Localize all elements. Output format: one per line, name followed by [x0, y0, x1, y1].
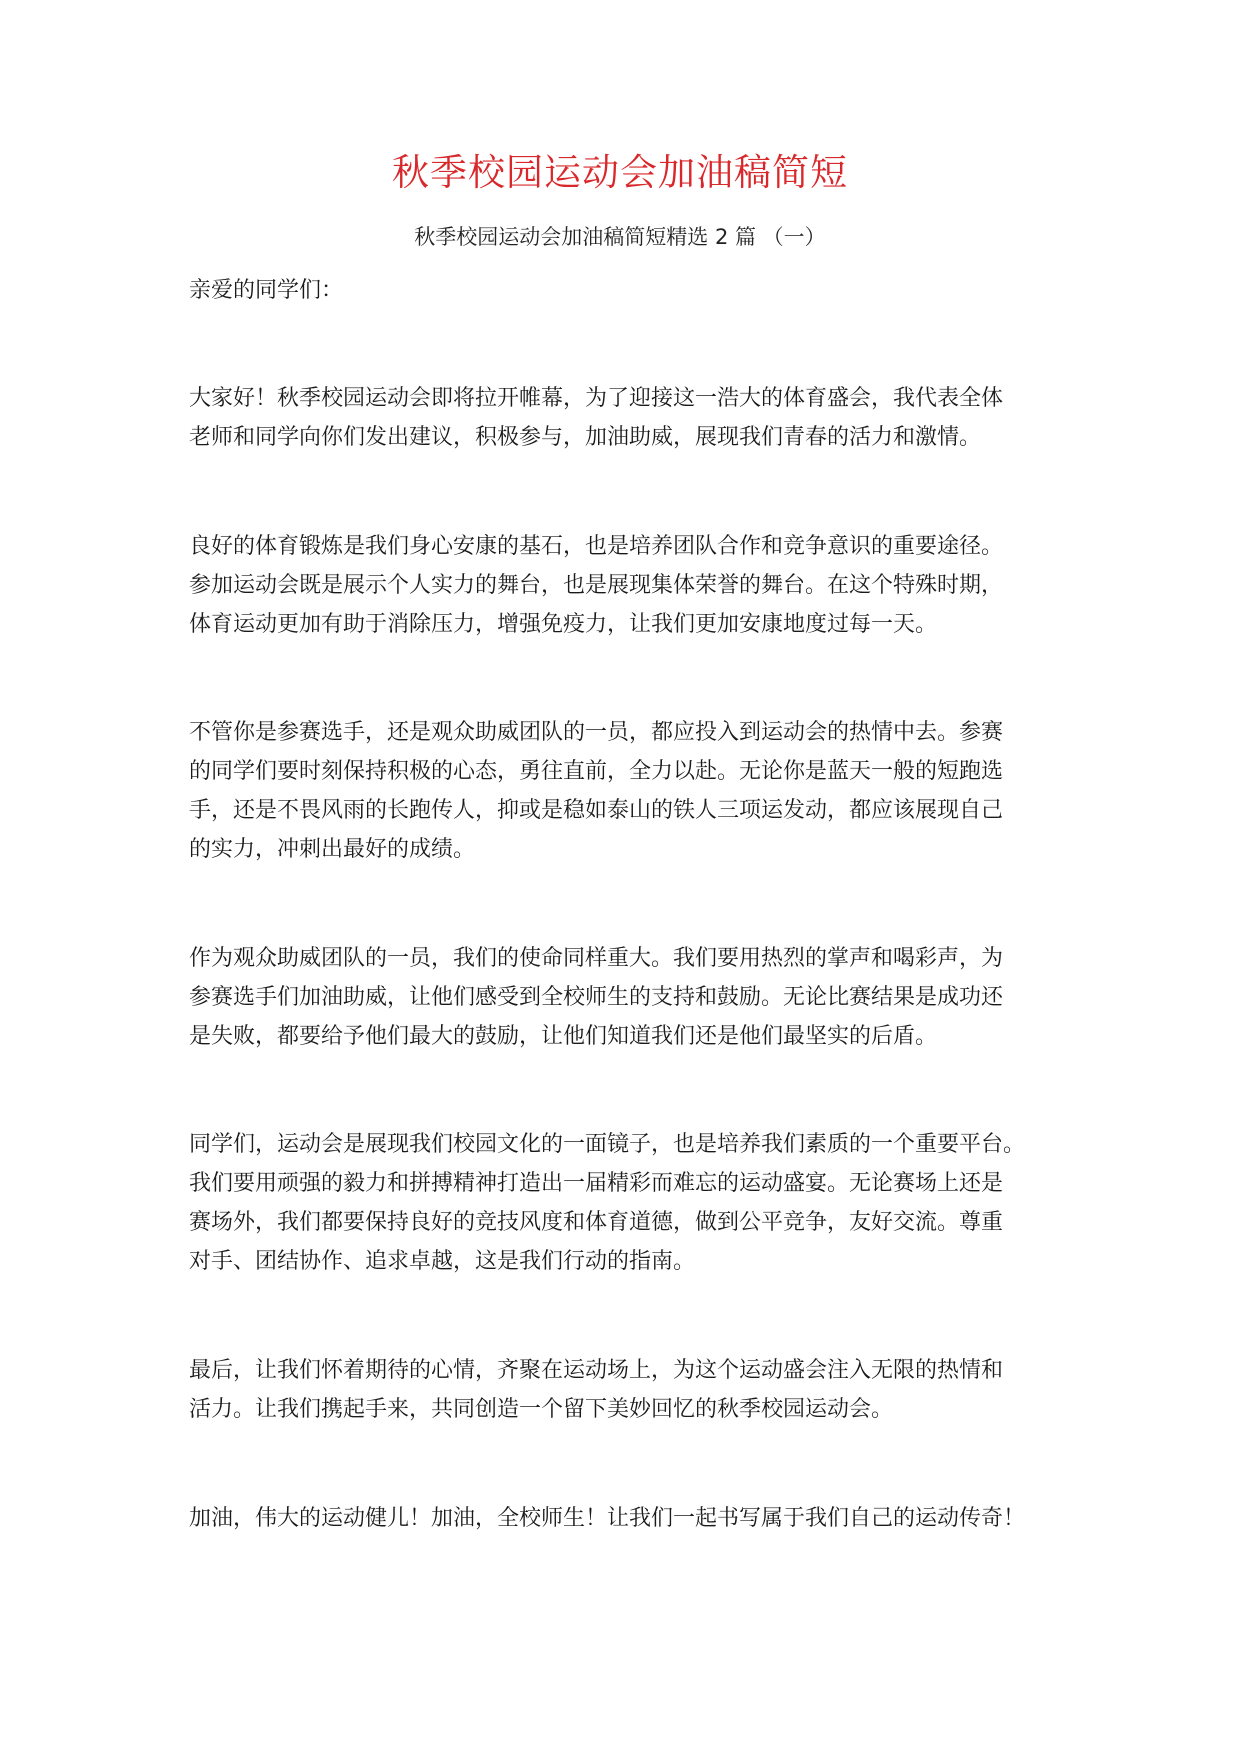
paragraph-line: 最后，让我们怀着期待的心情，齐聚在运动场上，为这个运动盛会注入无限的热情和: [189, 1358, 1004, 1383]
paragraph-line: 不管你是参赛选手，还是观众助威团队的一员，都应投入到运动会的热情中去。参赛: [189, 720, 1004, 745]
paragraph-line: 的实力，冲刺出最好的成绩。: [189, 837, 476, 862]
paragraph-line: 大家好！秋季校园运动会即将拉开帷幕，为了迎接这一浩大的体育盛会，我代表全体: [189, 386, 1004, 411]
greeting: 亲爱的同学们：: [189, 278, 344, 303]
paragraph-line: 体育运动更加有助于消除压力，增强免疫力，让我们更加安康地度过每一天。: [189, 612, 938, 637]
paragraph-line: 参加运动会既是展示个人实力的舞台，也是展现集体荣誉的舞台。在这个特殊时期，: [189, 573, 1004, 598]
document-subtitle: 秋季校园运动会加油稿简短精选 2 篇 （一）: [414, 225, 826, 249]
paragraph-line: 加油，伟大的运动健儿！加油，全校师生！让我们一起书写属于我们自己的运动传奇！: [189, 1506, 1026, 1531]
paragraph-line: 活力。让我们携起手来，共同创造一个留下美妙回忆的秋季校园运动会。: [189, 1397, 894, 1422]
paragraph-line: 老师和同学向你们发出建议，积极参与，加油助威，展现我们青春的活力和激情。: [189, 425, 982, 450]
paragraph-line: 作为观众助威团队的一员，我们的使命同样重大。我们要用热烈的掌声和喝彩声，为: [189, 946, 1004, 971]
paragraph-line: 同学们，运动会是展现我们校园文化的一面镜子，也是培养我们素质的一个重要平台。: [189, 1132, 1026, 1157]
paragraph-line: 良好的体育锻炼是我们身心安康的基石，也是培养团队合作和竞争意识的重要途径。: [189, 534, 1004, 559]
document-title: 秋季校园运动会加油稿简短: [392, 151, 848, 194]
paragraph-line: 是失败，都要给予他们最大的鼓励，让他们知道我们还是他们最坚实的后盾。: [189, 1024, 938, 1049]
paragraph-line: 赛场外，我们都要保持良好的竞技风度和体育道德，做到公平竞争，友好交流。尊重: [189, 1210, 1004, 1235]
paragraph-line: 我们要用顽强的毅力和拼搏精神打造出一届精彩而难忘的运动盛宴。无论赛场上还是: [189, 1171, 1004, 1196]
paragraph-line: 参赛选手们加油助威，让他们感受到全校师生的支持和鼓励。无论比赛结果是成功还: [189, 985, 1004, 1010]
paragraph-line: 对手、团结协作、追求卓越，这是我们行动的指南。: [189, 1249, 696, 1274]
paragraph-line: 的同学们要时刻保持积极的心态，勇往直前，全力以赴。无论你是蓝天一般的短跑选: [189, 759, 1004, 784]
paragraph-line: 手，还是不畏风雨的长跑传人，抑或是稳如泰山的铁人三项运发动，都应该展现自己: [189, 798, 1004, 823]
